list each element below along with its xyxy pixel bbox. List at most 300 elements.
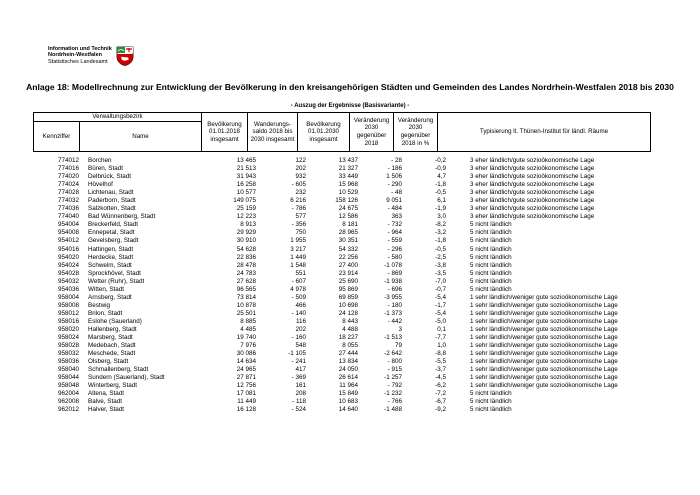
veraenderung-cell: - 296 <box>387 245 402 253</box>
veraenderung-pct-cell: -9,2 <box>435 406 446 414</box>
veraenderung-cell: -2 642 <box>384 350 402 358</box>
veraenderung-pct-cell: -1,8 <box>435 181 446 189</box>
kennziffer-cell: 774016 <box>57 165 79 173</box>
table-row <box>33 173 660 181</box>
kennziffer-cell: 774012 <box>57 157 79 164</box>
veraenderung-pct-cell: -0,5 <box>435 245 446 253</box>
veraenderung-cell: - 580 <box>387 253 402 261</box>
veraenderung-pct-cell: -3,2 <box>435 229 446 237</box>
bev-2030-cell: 54 332 <box>338 245 358 253</box>
bev-2030-cell: 21 327 <box>338 165 358 173</box>
name-cell: Herdecke, Stadt <box>88 253 134 261</box>
veraenderung-pct-cell: -1,7 <box>435 301 446 309</box>
name-cell: Marsberg, Stadt <box>88 334 133 342</box>
veraenderung-cell: - 48 <box>391 189 402 197</box>
name-cell: Borchen <box>88 157 112 164</box>
bev-2030-cell: 158 126 <box>335 197 358 205</box>
name-cell: Witten, Stadt <box>88 285 125 293</box>
name-cell: Arnsberg, Stadt <box>88 293 132 301</box>
kennziffer-cell: 774028 <box>57 189 79 197</box>
veraenderung-pct-cell: -1,9 <box>435 205 446 213</box>
veraenderung-pct-cell: -3,5 <box>435 269 446 277</box>
nrw-crest-icon <box>116 46 134 66</box>
veraenderung-cell: -1 488 <box>384 406 402 414</box>
wanderungssaldo-cell: 577 <box>295 213 306 221</box>
veraenderung-cell: - 766 <box>387 398 402 406</box>
table-row <box>33 318 660 326</box>
bev-2030-cell: 24 050 <box>338 366 358 374</box>
it-nrw-logo <box>48 46 134 66</box>
veraenderung-cell: - 915 <box>387 366 402 374</box>
wanderungssaldo-cell: 466 <box>295 301 306 309</box>
name-cell: Bestwig <box>88 301 111 309</box>
bev-2030-cell: 18 227 <box>338 334 358 342</box>
bev-2018-cell: 24 965 <box>236 366 256 374</box>
veraenderung-pct-cell: -8,8 <box>435 350 446 358</box>
kennziffer-cell: 954016 <box>57 245 79 253</box>
name-cell: Hattingen, Stadt <box>88 245 134 253</box>
kennziffer-cell: 774024 <box>57 181 79 189</box>
kennziffer-cell: 954032 <box>57 277 79 285</box>
table-row <box>33 189 660 197</box>
veraenderung-pct-cell: -0,2 <box>435 157 446 164</box>
bev-2018-cell: 13 465 <box>236 157 256 164</box>
wanderungssaldo-cell: - 369 <box>291 374 306 382</box>
veraenderung-cell: 363 <box>391 213 402 221</box>
bev-2018-cell: 96 565 <box>236 285 256 293</box>
veraenderung-cell: - 442 <box>387 317 402 325</box>
name-cell: Sprockhövel, Stadt <box>88 269 141 277</box>
name-cell: Altena, Stadt <box>88 390 125 398</box>
logo-line-3: Statistisches Landesamt <box>48 58 108 65</box>
header-veraenderung-pct: Veränderung 2030 gegenüber 2018 in % <box>394 113 438 152</box>
typisierung-cell: 1 sehr ländlich/weniger gute sozioökonomische Lage <box>470 382 618 390</box>
bev-2030-cell: 22 256 <box>338 253 358 261</box>
logo-line-1: Information und Technik <box>48 46 112 52</box>
wanderungssaldo-cell: - 605 <box>291 181 306 189</box>
veraenderung-cell: - 484 <box>387 205 402 213</box>
table-header <box>33 112 651 152</box>
name-cell: Ennepetal, Stadt <box>88 229 135 237</box>
bev-2030-cell: 33 449 <box>338 173 358 181</box>
veraenderung-pct-cell: -5,5 <box>435 358 446 366</box>
veraenderung-cell: - 964 <box>387 229 402 237</box>
bev-2018-cell: 27 628 <box>236 277 256 285</box>
table-row <box>33 302 660 310</box>
typisierung-cell: 3 eher ländlich/gute sozioökonomische Lage <box>470 157 595 164</box>
veraenderung-cell: 79 <box>394 342 402 350</box>
name-cell: Delbrück, Stadt <box>88 173 132 181</box>
veraenderung-pct-cell: -7,2 <box>435 390 446 398</box>
bev-2030-cell: 4 488 <box>342 325 358 333</box>
veraenderung-cell: 1 506 <box>386 173 402 181</box>
wanderungssaldo-cell: 6 216 <box>290 197 306 205</box>
veraenderung-cell: - 28 <box>391 157 402 164</box>
typisierung-cell: 5 nicht ländlich <box>470 277 512 285</box>
table-row <box>33 358 660 366</box>
page-subtitle: - Auszug der Ergebnisse (Basisvariante) - <box>290 103 410 109</box>
bev-2018-cell: 149 075 <box>233 197 256 205</box>
veraenderung-cell: - 792 <box>387 382 402 390</box>
bev-2018-cell: 30 910 <box>236 237 256 245</box>
veraenderung-pct-cell: -0,7 <box>435 285 446 293</box>
typisierung-cell: 5 nicht ländlich <box>470 390 512 398</box>
veraenderung-pct-cell: -2,5 <box>435 253 446 261</box>
kennziffer-cell: 962012 <box>57 406 79 414</box>
veraenderung-pct-cell: -7,0 <box>435 277 446 285</box>
kennziffer-cell: 774032 <box>57 197 79 205</box>
table-row <box>33 286 660 294</box>
bev-2030-cell: 23 914 <box>338 269 358 277</box>
kennziffer-cell: 774040 <box>57 213 79 221</box>
name-cell: Büren, Stadt <box>88 165 124 173</box>
bev-2030-cell: 10 698 <box>338 301 358 309</box>
table-row <box>33 270 660 278</box>
wanderungssaldo-cell: - 786 <box>291 205 306 213</box>
name-cell: Balve, Stadt <box>88 398 122 406</box>
table-row <box>33 406 660 414</box>
bev-2018-cell: 24 783 <box>236 269 256 277</box>
wanderungssaldo-cell: - 524 <box>291 406 306 414</box>
bev-2030-cell: 8 443 <box>342 317 358 325</box>
wanderungssaldo-cell: - 160 <box>291 334 306 342</box>
wanderungssaldo-cell: - 241 <box>291 358 306 366</box>
kennziffer-cell: 954012 <box>57 237 79 245</box>
bev-2018-cell: 10 878 <box>236 301 256 309</box>
wanderungssaldo-cell: 551 <box>295 269 306 277</box>
veraenderung-pct-cell: 1,0 <box>437 342 446 350</box>
wanderungssaldo-cell: - 356 <box>291 221 306 229</box>
bev-2018-cell: 12 223 <box>236 213 256 221</box>
table-row <box>33 262 660 270</box>
veraenderung-pct-cell: -8,2 <box>435 221 446 229</box>
typisierung-cell: 3 eher ländlich/gute sozioökonomische Lage <box>470 173 595 181</box>
name-cell: Wetter (Ruhr), Stadt <box>88 277 145 285</box>
typisierung-cell: 5 nicht ländlich <box>470 285 512 293</box>
wanderungssaldo-cell: 750 <box>295 229 306 237</box>
veraenderung-cell: 3 <box>398 325 402 333</box>
header-typisierung: Typisierung lt. Thünen-Institut für ländl. Räume <box>438 113 651 152</box>
table-row <box>33 181 660 189</box>
bev-2018-cell: 25 159 <box>236 205 256 213</box>
bev-2018-cell: 11 449 <box>237 398 256 406</box>
kennziffer-cell: 954020 <box>57 253 79 261</box>
bev-2018-cell: 4 485 <box>240 325 256 333</box>
wanderungssaldo-cell: 3 217 <box>290 245 306 253</box>
bev-2018-cell: 7 976 <box>240 342 256 350</box>
name-cell: Lichtenau, Stadt <box>88 189 134 197</box>
header-bev-2030: Bevölkerung 01.01.2030 insgesamt <box>298 113 350 152</box>
bev-2030-cell: 24 128 <box>338 309 358 317</box>
name-cell: Schmallenberg, Stadt <box>88 366 149 374</box>
typisierung-cell: 5 nicht ländlich <box>470 261 512 269</box>
table-row <box>33 350 660 358</box>
name-cell: Eslohe (Sauerland) <box>88 317 142 325</box>
veraenderung-cell: - 800 <box>387 358 402 366</box>
page-title: Anlage 18: Modellrechnung zur Entwicklung der Bevölkerung in den kreisangehörigen Städten und Gemeinden des Landes Nordrhein-Westfalen 2018 bis 2030 <box>26 82 674 92</box>
bev-2018-cell: 28 478 <box>236 261 256 269</box>
wanderungssaldo-cell: - 118 <box>292 398 306 406</box>
bev-2018-cell: 22 836 <box>236 253 256 261</box>
bev-2030-cell: 11 964 <box>339 382 358 390</box>
bev-2018-cell: 16 258 <box>236 181 256 189</box>
table-row <box>33 310 660 318</box>
name-cell: Halver, Stadt <box>88 406 125 414</box>
name-cell: Salzkotten, Stadt <box>88 205 136 213</box>
kennziffer-cell: 958048 <box>57 382 79 390</box>
veraenderung-pct-cell: -3,8 <box>435 261 446 269</box>
header-name: Name <box>80 122 202 152</box>
bev-2018-cell: 17 081 <box>236 390 256 398</box>
wanderungssaldo-cell: 1 548 <box>290 261 306 269</box>
table-row <box>33 294 660 302</box>
kennziffer-cell: 954036 <box>57 285 79 293</box>
bev-2018-cell: 16 128 <box>236 406 256 414</box>
veraenderung-cell: -1 938 <box>384 277 402 285</box>
bev-2030-cell: 69 859 <box>338 293 358 301</box>
kennziffer-cell: 774020 <box>57 173 79 181</box>
name-cell: Hallenberg, Stadt <box>88 325 137 333</box>
veraenderung-pct-cell: -6,7 <box>435 398 446 406</box>
typisierung-cell: 3 eher ländlich/gute sozioökonomische Lage <box>470 181 595 189</box>
table-row <box>33 398 660 406</box>
header-verwaltungsbezirk: Verwaltungsbezirk <box>34 113 202 122</box>
table-row <box>33 213 660 221</box>
logo-text <box>48 46 112 65</box>
typisierung-cell: 1 sehr ländlich/weniger gute sozioökonomische Lage <box>470 350 618 358</box>
veraenderung-cell: - 290 <box>387 181 402 189</box>
name-cell: Olsberg, Stadt <box>88 358 129 366</box>
typisierung-cell: 1 sehr ländlich/weniger gute sozioökonomische Lage <box>470 309 618 317</box>
veraenderung-cell: -3 955 <box>384 293 402 301</box>
table-row <box>33 221 660 229</box>
bev-2030-cell: 8 055 <box>342 342 358 350</box>
table-row <box>33 254 660 262</box>
table-row <box>33 229 660 237</box>
wanderungssaldo-cell: 932 <box>295 173 306 181</box>
veraenderung-cell: -1 513 <box>384 334 402 342</box>
name-cell: Medebach, Stadt <box>88 342 136 350</box>
header-veraenderung: Veränderung 2030 gegenüber 2018 <box>350 113 394 152</box>
table-row <box>33 165 660 173</box>
typisierung-cell: 1 sehr ländlich/weniger gute sozioökonomische Lage <box>470 366 618 374</box>
bev-2030-cell: 8 181 <box>342 221 358 229</box>
name-cell: Meschede, Stadt <box>88 350 136 358</box>
wanderungssaldo-cell: 417 <box>295 366 306 374</box>
veraenderung-cell: - 186 <box>387 165 402 173</box>
typisierung-cell: 5 nicht ländlich <box>470 269 512 277</box>
data-table <box>33 157 660 415</box>
bev-2030-cell: 13 437 <box>338 157 358 164</box>
wanderungssaldo-cell: 232 <box>295 189 306 197</box>
veraenderung-pct-cell: 0,1 <box>437 325 446 333</box>
veraenderung-pct-cell: -6,2 <box>435 382 446 390</box>
wanderungssaldo-cell: - 607 <box>291 277 306 285</box>
name-cell: Schwelm, Stadt <box>88 261 132 269</box>
kennziffer-cell: 958032 <box>57 350 79 358</box>
typisierung-cell: 5 nicht ländlich <box>470 406 512 414</box>
table-row <box>33 374 660 382</box>
bev-2018-cell: 21 513 <box>236 165 256 173</box>
typisierung-cell: 1 sehr ländlich/weniger gute sozioökonomische Lage <box>470 301 618 309</box>
veraenderung-pct-cell: -7,7 <box>435 334 446 342</box>
veraenderung-cell: -1 257 <box>384 374 402 382</box>
bev-2030-cell: 26 614 <box>338 374 358 382</box>
veraenderung-cell: - 869 <box>387 269 402 277</box>
typisierung-cell: 1 sehr ländlich/weniger gute sozioökonomische Lage <box>470 342 618 350</box>
typisierung-cell: 5 nicht ländlich <box>470 237 512 245</box>
typisierung-cell: 5 nicht ländlich <box>470 221 512 229</box>
typisierung-cell: 1 sehr ländlich/weniger gute sozioökonomische Lage <box>470 358 618 366</box>
table-row <box>33 246 660 254</box>
veraenderung-pct-cell: -4,5 <box>435 374 446 382</box>
typisierung-cell: 5 nicht ländlich <box>470 229 512 237</box>
veraenderung-cell: 9 051 <box>386 197 402 205</box>
bev-2030-cell: 15 849 <box>338 390 358 398</box>
bev-2030-cell: 12 586 <box>338 213 358 221</box>
wanderungssaldo-cell: - 509 <box>291 293 306 301</box>
kennziffer-cell: 958016 <box>57 317 79 325</box>
bev-2018-cell: 10 577 <box>236 189 256 197</box>
veraenderung-pct-cell: -5,0 <box>435 317 446 325</box>
veraenderung-pct-cell: 4,7 <box>437 173 446 181</box>
typisierung-cell: 3 eher ländlich/gute sozioökonomische Lage <box>470 213 595 221</box>
bev-2030-cell: 27 400 <box>338 261 358 269</box>
kennziffer-cell: 954024 <box>57 261 79 269</box>
bev-2030-cell: 27 444 <box>338 350 358 358</box>
table-row <box>33 205 660 213</box>
kennziffer-cell: 958036 <box>57 358 79 366</box>
name-cell: Brilon, Stadt <box>88 309 123 317</box>
table-row <box>33 157 660 165</box>
wanderungssaldo-cell: -1 105 <box>288 350 306 358</box>
veraenderung-pct-cell: -0,9 <box>435 165 446 173</box>
veraenderung-cell: - 180 <box>387 301 402 309</box>
wanderungssaldo-cell: 122 <box>295 157 306 164</box>
bev-2030-cell: 14 640 <box>338 406 358 414</box>
wanderungssaldo-cell: 1 449 <box>290 253 306 261</box>
name-cell: Paderborn, Stadt <box>88 197 136 205</box>
bev-2018-cell: 30 086 <box>236 350 256 358</box>
wanderungssaldo-cell: 208 <box>295 390 306 398</box>
header-bev-2018: Bevölkerung 01.01.2018 insgesamt <box>202 113 248 152</box>
kennziffer-cell: 954008 <box>57 229 79 237</box>
bev-2018-cell: 19 740 <box>236 334 256 342</box>
name-cell: Breckerfeld, Stadt <box>88 221 139 229</box>
typisierung-cell: 3 eher ländlich/gute sozioökonomische Lage <box>470 205 595 213</box>
wanderungssaldo-cell: 1 955 <box>290 237 306 245</box>
bev-2030-cell: 10 683 <box>338 398 358 406</box>
table-row <box>33 390 660 398</box>
veraenderung-pct-cell: -5,4 <box>435 293 446 301</box>
bev-2018-cell: 31 943 <box>236 173 256 181</box>
kennziffer-cell: 958040 <box>57 366 79 374</box>
table-row <box>33 237 660 245</box>
bev-2018-cell: 12 756 <box>236 382 256 390</box>
bev-2030-cell: 25 690 <box>338 277 358 285</box>
name-cell: Sundern (Sauerland), Stadt <box>88 374 165 382</box>
typisierung-cell: 1 sehr ländlich/weniger gute sozioökonomische Lage <box>470 374 618 382</box>
bev-2030-cell: 28 965 <box>338 229 358 237</box>
wanderungssaldo-cell: - 140 <box>291 309 306 317</box>
veraenderung-cell: -1 373 <box>384 309 402 317</box>
name-cell: Winterberg, Stadt <box>88 382 137 390</box>
table-row <box>33 326 660 334</box>
wanderungssaldo-cell: 548 <box>295 342 306 350</box>
bev-2030-cell: 15 968 <box>338 181 358 189</box>
kennziffer-cell: 954028 <box>57 269 79 277</box>
wanderungssaldo-cell: 161 <box>295 382 306 390</box>
kennziffer-cell: 774036 <box>57 205 79 213</box>
typisierung-cell: 5 nicht ländlich <box>470 398 512 406</box>
veraenderung-pct-cell: -0,5 <box>435 189 446 197</box>
typisierung-cell: 5 nicht ländlich <box>470 253 512 261</box>
veraenderung-pct-cell: -5,4 <box>435 309 446 317</box>
kennziffer-cell: 958008 <box>57 301 79 309</box>
bev-2030-cell: 30 351 <box>338 237 358 245</box>
veraenderung-cell: -1 232 <box>384 390 402 398</box>
typisierung-cell: 1 sehr ländlich/weniger gute sozioökonomische Lage <box>470 325 618 333</box>
bev-2018-cell: 54 628 <box>236 245 256 253</box>
table-row <box>33 334 660 342</box>
typisierung-cell: 5 nicht ländlich <box>470 245 512 253</box>
typisierung-cell: 1 sehr ländlich/weniger gute sozioökonomische Lage <box>470 334 618 342</box>
kennziffer-cell: 962008 <box>57 398 79 406</box>
veraenderung-pct-cell: 6,1 <box>437 197 446 205</box>
typisierung-cell: 3 eher ländlich/gute sozioökonomische Lage <box>470 189 595 197</box>
bev-2018-cell: 27 871 <box>236 374 256 382</box>
veraenderung-cell: - 696 <box>387 285 402 293</box>
veraenderung-pct-cell: -1,8 <box>435 237 446 245</box>
bev-2030-cell: 13 834 <box>338 358 358 366</box>
name-cell: Hövelhof <box>88 181 113 189</box>
bev-2018-cell: 73 814 <box>236 293 256 301</box>
kennziffer-cell: 958020 <box>57 325 79 333</box>
kennziffer-cell: 958044 <box>57 374 79 382</box>
veraenderung-pct-cell: -3,7 <box>435 366 446 374</box>
logo-line-2: Nordrhein-Westfalen <box>48 52 102 59</box>
kennziffer-cell: 958012 <box>57 309 79 317</box>
veraenderung-cell: -1 078 <box>384 261 402 269</box>
wanderungssaldo-cell: 116 <box>295 317 306 325</box>
table-row <box>33 278 660 286</box>
bev-2018-cell: 25 501 <box>236 309 256 317</box>
wanderungssaldo-cell: 4 978 <box>290 285 306 293</box>
table-row <box>33 342 660 350</box>
table-row <box>33 382 660 390</box>
header-wanderungssaldo: Wanderungs-saldo 2018 bis 2030 insgesamt <box>248 113 298 152</box>
table-row <box>33 366 660 374</box>
typisierung-cell: 3 eher ländlich/gute sozioökonomische Lage <box>470 165 595 173</box>
table-row <box>33 197 660 205</box>
bev-2018-cell: 29 929 <box>236 229 256 237</box>
kennziffer-cell: 958024 <box>57 334 79 342</box>
wanderungssaldo-cell: 202 <box>295 325 306 333</box>
veraenderung-pct-cell: 3,0 <box>437 213 446 221</box>
wanderungssaldo-cell: 202 <box>295 165 306 173</box>
kennziffer-cell: 962004 <box>57 390 79 398</box>
kennziffer-cell: 958028 <box>57 342 79 350</box>
kennziffer-cell: 958004 <box>57 293 79 301</box>
veraenderung-cell: - 559 <box>387 237 402 245</box>
bev-2030-cell: 24 675 <box>338 205 358 213</box>
typisierung-cell: 1 sehr ländlich/weniger gute sozioökonomische Lage <box>470 317 618 325</box>
header-kennziffer: Kennziffer <box>34 122 80 152</box>
bev-2018-cell: 8 885 <box>240 317 256 325</box>
veraenderung-cell: - 732 <box>387 221 402 229</box>
bev-2030-cell: 10 529 <box>338 189 358 197</box>
typisierung-cell: 3 eher ländlich/gute sozioökonomische Lage <box>470 197 595 205</box>
